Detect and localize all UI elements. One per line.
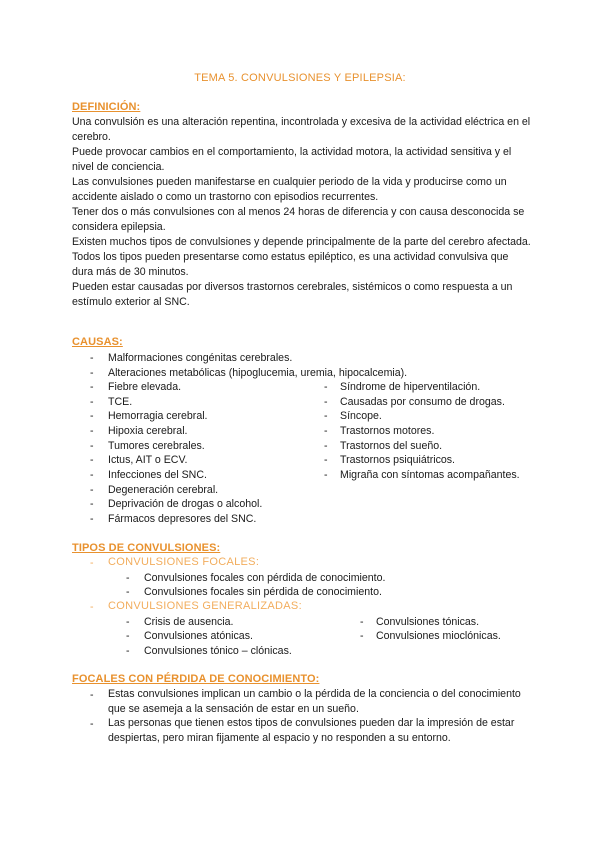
tipos-heading: TIPOS DE CONVULSIONES: — [72, 542, 221, 554]
list-item: Convulsiones mioclónicas. — [376, 630, 501, 642]
list-item: Trastornos motores. — [340, 425, 435, 437]
bullet-dash: - — [90, 440, 94, 452]
bullet-dash: - — [90, 410, 94, 422]
bullet-dash: - — [90, 454, 94, 466]
list-item: Convulsiones focales con pérdida de conocimiento. — [144, 572, 386, 584]
bullet-dash: - — [90, 557, 94, 569]
list-item: Hemorragia cerebral. — [108, 410, 208, 422]
bullet-dash: - — [90, 425, 94, 437]
page-title: TEMA 5. CONVULSIONES Y EPILEPSIA: — [194, 72, 406, 84]
bullet-dash: - — [90, 718, 94, 730]
bullet-dash: - — [126, 572, 130, 584]
bullet-dash: - — [324, 410, 328, 422]
list-item: Hipoxia cerebral. — [108, 425, 188, 437]
list-item: Degeneración cerebral. — [108, 484, 219, 496]
bullet-dash: - — [90, 484, 94, 496]
list-item: Causadas por consumo de drogas. — [340, 396, 505, 408]
bullet-dash: - — [90, 498, 94, 510]
generalizadas-subheading: CONVULSIONES GENERALIZADAS: — [108, 600, 302, 612]
definicion-text — [72, 115, 532, 310]
list-item: Síndrome de hiperventilación. — [340, 381, 481, 393]
list-item: Trastornos del sueño. — [340, 440, 443, 452]
focales-perdida-heading: FOCALES CON PÉRDIDA DE CONOCIMIENTO: — [72, 673, 320, 685]
list-item: Malformaciones congénitas cerebrales. — [108, 352, 293, 364]
list-item: Tumores cerebrales. — [108, 440, 205, 452]
bullet-dash: - — [324, 454, 328, 466]
list-item: Ictus, AIT o ECV. — [108, 454, 188, 466]
definicion-heading: DEFINICIÓN: — [72, 101, 141, 113]
list-item: Síncope. — [340, 410, 382, 422]
definicion-paragraph: Existen muchos tipos de convulsiones y depende principalmente de la parte del cerebro afectada. — [72, 236, 531, 248]
bullet-dash: - — [126, 616, 130, 628]
list-item: Las personas que tienen estos tipos de convulsiones pueden dar la impresión de estar despiertas, pero miran fijamente al espacio y no responden a su entorno. — [108, 717, 515, 744]
definicion-paragraph: Una convulsión es una alteración repentina, incontrolada y excesiva de la actividad eléctrica en el cerebro. — [72, 116, 531, 143]
bullet-dash: - — [126, 630, 130, 642]
bullet-dash: - — [90, 396, 94, 408]
list-item: TCE. — [108, 396, 133, 408]
list-item: Trastornos psiquiátricos. — [340, 454, 456, 466]
definicion-paragraph: Tener dos o más convulsiones con al menos 24 horas de diferencia y con causa desconocida se considera epilepsia. — [72, 206, 525, 233]
definicion-paragraph: Todos los tipos pueden presentarse como estatus epiléptico, es una actividad convulsiva que dura más de 30 minutos. — [72, 251, 509, 278]
bullet-dash: - — [90, 601, 94, 613]
list-item: Convulsiones tónicas. — [376, 616, 480, 628]
list-item: Estas convulsiones implican un cambio o la pérdida de la conciencia o del conocimiento que se asemeja a la sensación de estar en un sueño. — [108, 688, 521, 715]
bullet-dash: - — [90, 381, 94, 393]
list-item: Alteraciones metabólicas (hipoglucemia, uremia, hipocalcemia). — [108, 367, 408, 379]
bullet-dash: - — [90, 469, 94, 481]
definicion-paragraph: Puede provocar cambios en el comportamiento, la actividad motora, la actividad sensitiva y el nivel de conciencia. — [72, 146, 512, 173]
list-item: Convulsiones atónicas. — [144, 630, 253, 642]
bullet-dash: - — [324, 396, 328, 408]
focales-subheading: CONVULSIONES FOCALES: — [108, 556, 260, 568]
list-item: Crisis de ausencia. — [144, 616, 234, 628]
list-item: Fiebre elevada. — [108, 381, 182, 393]
bullet-dash: - — [324, 425, 328, 437]
bullet-dash: - — [360, 616, 364, 628]
bullet-dash: - — [324, 469, 328, 481]
bullet-dash: - — [324, 440, 328, 452]
bullet-dash: - — [90, 513, 94, 525]
list-item: Convulsiones tónico – clónicas. — [144, 645, 292, 657]
list-item: Deprivación de drogas o alcohol. — [108, 498, 263, 510]
definicion-paragraph: Las convulsiones pueden manifestarse en cualquier periodo de la vida y producirse como un accidente aislado o como un trastorno con episodios recurrentes. — [72, 176, 507, 203]
bullet-dash: - — [126, 586, 130, 598]
bullet-dash: - — [90, 689, 94, 701]
bullet-dash: - — [360, 630, 364, 642]
definicion-paragraph: Pueden estar causadas por diversos trastornos cerebrales, sistémicos o como respuesta a un estímulo exterior al SNC. — [72, 281, 513, 308]
bullet-dash: - — [90, 367, 94, 379]
list-item: Infecciones del SNC. — [108, 469, 207, 481]
bullet-dash: - — [126, 645, 130, 657]
list-item: Migraña con síntomas acompañantes. — [340, 469, 520, 481]
bullet-dash: - — [90, 352, 94, 364]
bullet-dash: - — [324, 381, 328, 393]
causas-heading: CAUSAS: — [72, 336, 123, 348]
list-item: Convulsiones focales sin pérdida de conocimiento. — [144, 586, 382, 598]
list-item: Fármacos depresores del SNC. — [108, 513, 257, 525]
